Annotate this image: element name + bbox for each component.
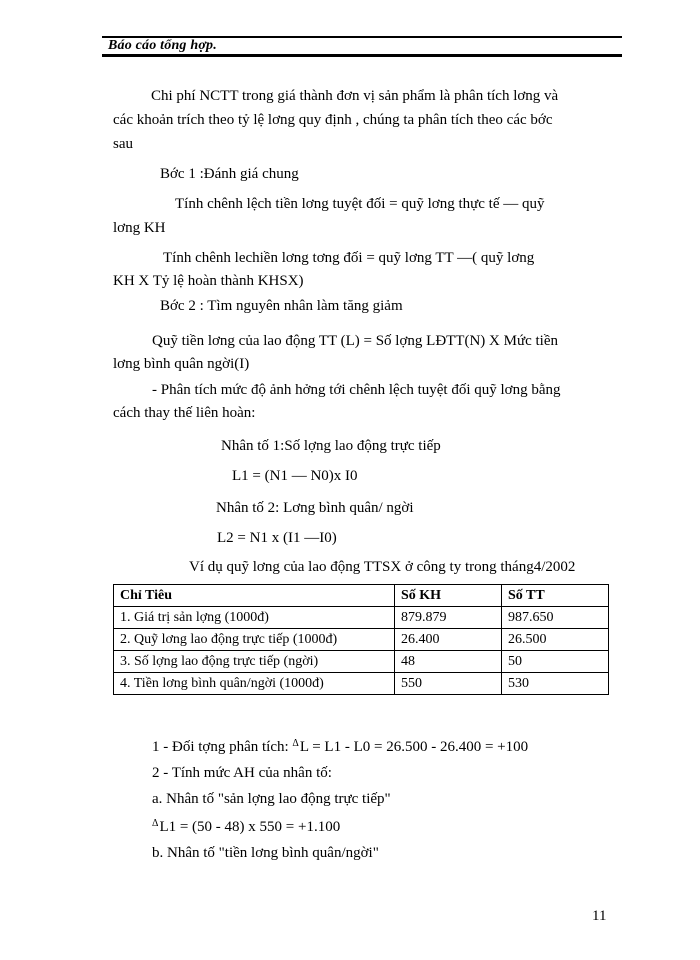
table-caption: Ví dụ quỹ lơng của lao động TTSX ở công ty trong tháng4/2002 xyxy=(189,559,576,575)
table-cell: 879.879 xyxy=(395,607,502,629)
analysis-formula: L1 = (50 - 48) x 550 = +1.100 xyxy=(159,819,341,835)
table-row xyxy=(114,629,609,651)
table-row xyxy=(114,607,609,629)
analysis-line xyxy=(152,738,528,756)
table-cell: 1. Giá trị sản lợng (1000đ) xyxy=(114,607,395,629)
header-title: Báo cáo tổng hợp. xyxy=(108,38,217,53)
table-cell: 48 xyxy=(395,651,502,673)
delta-icon: Δ xyxy=(292,738,299,749)
factor-label: Nhân tố 1:Số lợng lao động trực tiếp xyxy=(221,438,441,454)
table-header-cell: Chỉ Tiêu xyxy=(114,585,395,607)
table-cell: 26.400 xyxy=(395,629,502,651)
paragraph-line: sau xyxy=(113,136,133,152)
analysis-line: a. Nhân tố "sản lợng lao động trực tiếp" xyxy=(152,791,391,807)
data-table xyxy=(113,584,609,695)
paragraph-line: KH X Tỷ lệ hoàn thành KHSX) xyxy=(113,273,304,289)
table-header-row xyxy=(114,585,609,607)
paragraph-line: - Phân tích mức độ ảnh hởng tới chênh lệch tuyệt đối quỹ lơng bằng xyxy=(152,382,561,398)
paragraph-line: các khoản trích theo tỷ lệ lơng quy định , chúng ta phân tích theo các bớc xyxy=(113,112,553,128)
table-cell: 26.500 xyxy=(502,629,609,651)
paragraph-line: lơng bình quân ngời(I) xyxy=(113,356,250,372)
analysis-prefix: 1 - Đối tợng phân tích: xyxy=(152,739,293,755)
delta-icon: Δ xyxy=(152,818,159,829)
factor-label: Nhân tố 2: Lơng bình quân/ ngời xyxy=(216,500,414,516)
paragraph-line: cách thay thế liên hoàn: xyxy=(113,405,256,421)
formula: L1 = (N1 — N0)x I0 xyxy=(232,468,358,484)
table-cell: 530 xyxy=(502,673,609,695)
table-cell: 3. Số lợng lao động trực tiếp (ngời) xyxy=(114,651,395,673)
paragraph-line: Tính chênh lechiền lơng tơng đối = quỹ lơng TT —( quỹ lơng xyxy=(163,250,535,266)
table-cell: 50 xyxy=(502,651,609,673)
formula: L2 = N1 x (I1 —I0) xyxy=(217,530,337,546)
table-cell: 550 xyxy=(395,673,502,695)
table-cell: 2. Quỹ lơng lao động trực tiếp (1000đ) xyxy=(114,629,395,651)
table-header-cell: Số TT xyxy=(502,585,609,607)
table-row xyxy=(114,651,609,673)
page-number: 11 xyxy=(592,908,607,924)
paragraph-line: Tính chênh lệch tiền lơng tuyệt đối = quỹ lơng thực tế — quỹ xyxy=(175,196,545,212)
analysis-line: b. Nhân tố "tiền lơng bình quân/ngời" xyxy=(152,845,379,861)
table-cell: 4. Tiền lơng bình quân/ngời (1000đ) xyxy=(114,673,395,695)
step-heading: Bớc 1 :Đánh giá chung xyxy=(160,166,299,182)
paragraph-line: lơng KH xyxy=(113,220,166,236)
step-heading: Bớc 2 : Tìm nguyên nhân làm tăng giảm xyxy=(160,298,403,314)
analysis-formula: L = L1 - L0 = 26.500 - 26.400 = +100 xyxy=(299,739,529,755)
analysis-line xyxy=(152,818,340,836)
analysis-line: 2 - Tính mức AH của nhân tố: xyxy=(152,765,332,781)
paragraph-line: Quỹ tiền lơng của lao động TT (L) = Số lợng LĐTT(N) X Mức tiền xyxy=(152,333,558,349)
table-header-cell: Số KH xyxy=(395,585,502,607)
table-cell: 987.650 xyxy=(502,607,609,629)
table-row xyxy=(114,673,609,695)
paragraph-line: Chi phí NCTT trong giá thành đơn vị sản phẩm là phân tích lơng và xyxy=(151,88,559,104)
